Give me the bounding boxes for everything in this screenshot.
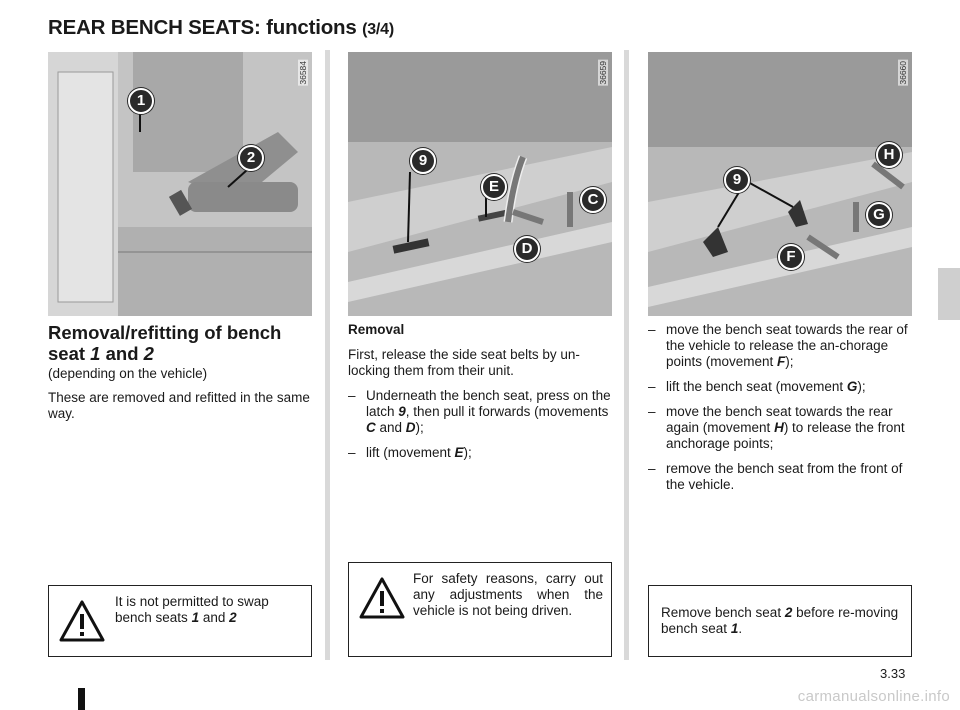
photo-latch-removal: [348, 52, 612, 316]
page-number: 3.33: [880, 666, 906, 681]
photo-bench-seat-interior: [48, 52, 312, 316]
section-title-line1: Removal/refitting of bench: [48, 322, 282, 343]
removal-heading: Removal: [348, 322, 405, 337]
callout-H: H: [876, 142, 902, 168]
col1-paragraph: These are removed and refitted in the same way.: [48, 390, 310, 421]
warning-text: It is not permitted to swap bench seats 1 and 2: [115, 594, 269, 625]
callout-9: 9: [410, 148, 436, 174]
step-item: – move the bench seat towards the rear again (movement H) to release the front anchorage points;: [648, 404, 912, 452]
vehicle-note: (depending on the vehicle): [48, 366, 208, 381]
step-item: – Underneath the bench seat, press on the latch 9, then pull it forwards (movements C and D);: [348, 388, 612, 436]
photo-ref-number: 36660: [898, 61, 908, 85]
step-item: – lift the bench seat (movement G);: [648, 379, 912, 395]
warning-triangle-icon: [59, 600, 105, 642]
watermark: carmanualsonline.info: [797, 688, 950, 705]
photo-illustration: [48, 52, 312, 316]
footer-marker: [78, 688, 85, 710]
column-divider-right: [624, 50, 629, 660]
safety-text: For safety reasons, carry out any adjustments when the vehicle is not being driven.: [413, 571, 603, 618]
warning-triangle-icon: [359, 577, 405, 619]
removal-intro: First, release the side seat belts by un-locking them from their unit.: [348, 347, 580, 378]
note-text: Remove bench seat 2 before re-moving bench seat 1.: [661, 605, 899, 636]
page-title-text: REAR BENCH SEATS: functions: [48, 16, 357, 39]
page-title: [48, 16, 394, 40]
photo-illustration: [648, 52, 912, 316]
photo-ref-number: 36584: [298, 61, 308, 85]
column-divider-left: [325, 50, 330, 660]
photo-ref-number: 36659: [598, 61, 608, 85]
callout-G: G: [866, 202, 892, 228]
callout-F: F: [778, 244, 804, 270]
col3-body: [648, 322, 912, 500]
photo-anchorage-release: [648, 52, 912, 316]
step-item: – remove the bench seat from the front of the vehicle.: [648, 461, 912, 493]
warning-box-swap: [48, 585, 312, 657]
col2-body: [348, 322, 612, 468]
section-title-and: and: [100, 343, 144, 364]
callout-D: D: [514, 236, 540, 262]
callout-1: 1: [128, 88, 154, 114]
page-title-part: (3/4): [362, 21, 394, 38]
callout-C: C: [580, 187, 606, 213]
callout-E: E: [481, 174, 507, 200]
callout-9: 9: [724, 167, 750, 193]
seat-ref-2: 2: [143, 343, 154, 364]
seat-ref-1: 1: [90, 343, 101, 364]
step-item: – move the bench seat towards the rear of the vehicle to release the an-chorage points (movement F);: [648, 322, 912, 370]
callout-2: 2: [238, 145, 264, 171]
step-item: – lift (movement E);: [348, 445, 612, 461]
section-title-prefix: seat: [48, 343, 91, 364]
photo-illustration: [348, 52, 612, 316]
section-tab: [938, 268, 960, 320]
section-title: [48, 322, 310, 364]
note-box-removal-order: [648, 585, 912, 657]
col1-body: [48, 366, 310, 429]
warning-box-safety: [348, 562, 612, 657]
